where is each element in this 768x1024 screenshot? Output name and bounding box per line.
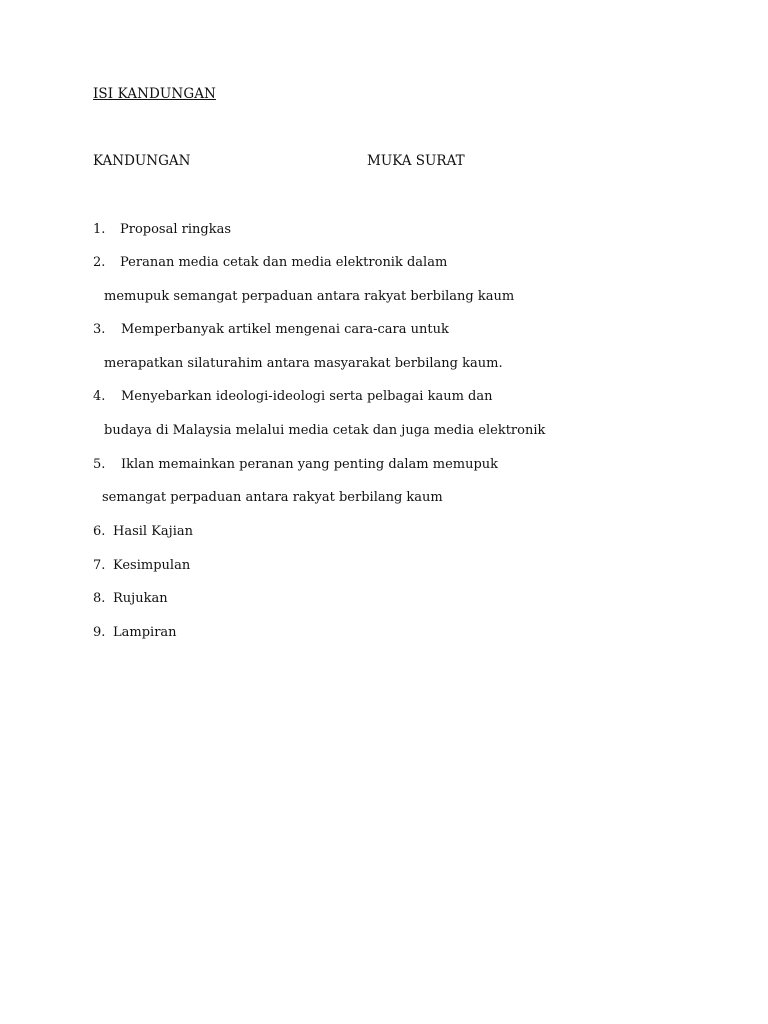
page-title: ISI KANDUNGAN xyxy=(93,86,216,102)
toc-item-number: 4. xyxy=(93,389,106,404)
toc-item-text: Lampiran xyxy=(113,625,177,640)
toc-item-number: 7. xyxy=(93,558,106,573)
toc-item-text: Peranan media cetak dan media elektronik dalam xyxy=(120,255,448,270)
toc-item-text: Menyebarkan ideologi-ideologi serta pelbagai kaum dan xyxy=(121,389,493,404)
toc-item-number: 1. xyxy=(93,222,106,237)
toc-item-text: Kesimpulan xyxy=(113,558,191,573)
toc-item-text: Memperbanyak artikel mengenai cara-cara untuk xyxy=(121,322,449,337)
toc-item-text-continued: semangat perpaduan antara rakyat berbilang kaum xyxy=(102,490,443,505)
toc-item-text: Proposal ringkas xyxy=(120,222,232,237)
toc-item-text: Hasil Kajian xyxy=(113,524,193,539)
column-header-kandungan: KANDUNGAN xyxy=(93,153,191,169)
toc-item-number: 8. xyxy=(93,591,106,606)
toc-item-number: 6. xyxy=(93,524,106,539)
toc-item-number: 9. xyxy=(93,625,106,640)
column-header-muka-surat: MUKA SURAT xyxy=(367,153,465,169)
toc-item-text-continued: memupuk semangat perpaduan antara rakyat berbilang kaum xyxy=(104,289,515,304)
toc-item-text-continued: budaya di Malaysia melalui media cetak dan juga media elektronik xyxy=(104,423,546,438)
toc-item-number: 5. xyxy=(93,457,106,472)
toc-item-text-continued: merapatkan silaturahim antara masyarakat berbilang kaum. xyxy=(104,356,503,371)
toc-item-text: Iklan memainkan peranan yang penting dalam memupuk xyxy=(121,457,499,472)
toc-item-number: 2. xyxy=(93,255,106,270)
toc-item-number: 3. xyxy=(93,322,106,337)
toc-item-text: Rujukan xyxy=(113,591,168,606)
